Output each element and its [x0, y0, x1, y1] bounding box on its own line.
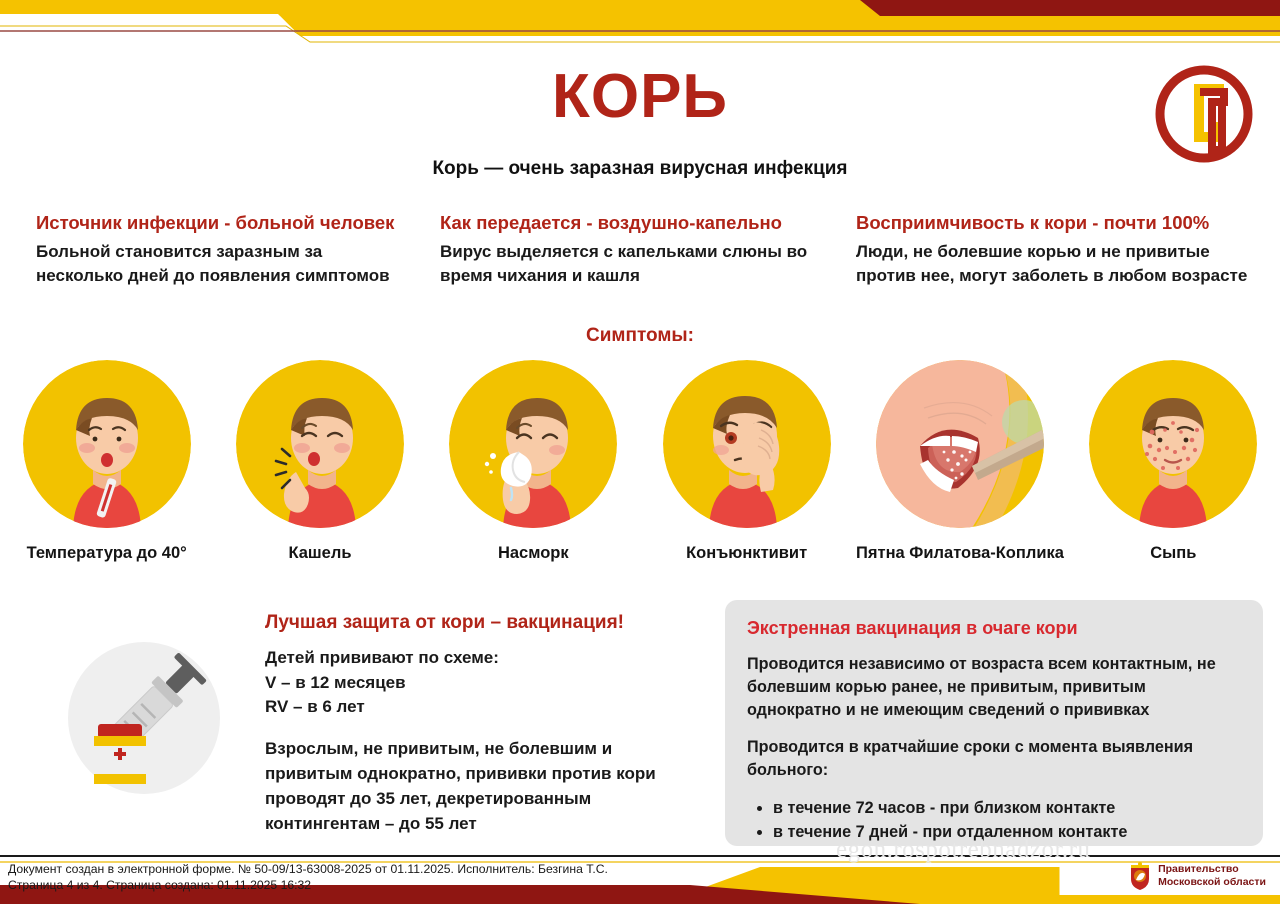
vaccination-schedule	[265, 646, 665, 720]
symptom-label-runny-nose: Насморк	[497, 544, 569, 562]
boy-with-thermometer-icon	[23, 360, 191, 528]
government-badge	[1129, 862, 1266, 890]
symptom-item-cough	[213, 360, 426, 563]
emergency-heading: Экстренная вакцинация в очаге кори	[747, 618, 1078, 638]
list-item: • в течение 72 часов - при близком контакте	[773, 796, 1243, 820]
fact-heading-source: Источник инфекции - больной человек	[36, 212, 395, 233]
fact-text-transmission: Вирус выделяется с капельками слюны во время чихания и кашля	[440, 242, 808, 286]
symptom-item-conjunctivitis	[640, 360, 853, 563]
boy-coughing-icon	[236, 360, 404, 528]
page-subtitle: Корь — очень заразная вирусная инфекция	[432, 158, 848, 179]
symptom-label-cough: Кашель	[288, 544, 352, 562]
vaccination-text-block	[265, 612, 665, 837]
emergency-paragraph-2: Проводится в кратчайшие сроки с момента выявления больного:	[747, 738, 1194, 779]
moscow-region-coat-of-arms-icon	[1129, 862, 1151, 890]
facts-row	[0, 212, 1280, 288]
symptom-item-koplik-spots	[853, 360, 1066, 563]
fact-text-source: Больной становится заразным за несколько дней до появления симптомов	[36, 242, 390, 286]
banner-white-notch	[0, 14, 300, 36]
top-banner	[0, 0, 1280, 44]
fact-heading-susceptibility: Восприимчивость к кори - почти 100%	[856, 212, 1210, 233]
boy-with-rash-icon	[1089, 360, 1257, 528]
vaccination-adults-text: Взрослым, не привитым, не болевшим и привитым однократно, прививки против кори проводят до 35 лет, декретированным контингентам – до 55 лет	[265, 738, 656, 834]
page-title: КОРЬ	[552, 62, 728, 131]
boy-rubbing-eye-icon	[663, 360, 831, 528]
symptom-item-rash	[1067, 360, 1280, 563]
government-line-1: Правительство	[1158, 863, 1239, 876]
symptom-label-fever: Температура до 40°	[26, 544, 187, 562]
symptom-item-runny-nose	[427, 360, 640, 563]
banner-dark-red-shape	[810, 0, 1280, 16]
vaccination-heading: Лучшая защита от кори – вакцинация!	[265, 612, 624, 633]
fact-card-transmission	[432, 212, 846, 288]
fact-card-susceptibility	[846, 212, 1280, 288]
symptom-label-rash: Сыпь	[1150, 544, 1197, 562]
symptom-label-koplik-spots: Пятна Филатова-Коплика	[856, 544, 1064, 562]
boy-blowing-nose-icon	[449, 360, 617, 528]
vaccination-schedule-line-2: V – в 12 месяцев	[265, 672, 406, 692]
symptom-label-conjunctivitis: Конъюнктивит	[686, 544, 808, 562]
fact-card-source	[0, 212, 432, 288]
symptoms-heading: Симптомы:	[586, 325, 694, 346]
document-info-line-1: Документ создан в электронной форме. № 50-09/13-63008-2025 от 01.11.2025. Исполнитель: Безгина Т.С.	[8, 862, 608, 876]
vaccination-schedule-line-1: Детей прививают по схеме:	[265, 648, 499, 667]
emergency-paragraph-1: Проводится независимо от возраста всем контактным, не болевшим корью ранее, не привитым, привитым однократно и не имеющим сведений о прививках	[747, 655, 1216, 719]
fact-text-susceptibility: Люди, не болевшие корью и не привитые против нее, могут заболеть в любом возрасте	[856, 242, 1248, 286]
open-mouth-spots-icon	[876, 360, 1044, 528]
emergency-vaccination-box	[725, 600, 1263, 846]
symptom-item-fever	[0, 360, 213, 563]
syringe-and-vial-icon	[58, 640, 230, 800]
fact-heading-transmission: Как передается - воздушно-капельно	[440, 212, 782, 233]
government-badge-text	[1158, 863, 1266, 889]
watermark-text: egon.rospotrebnadzor.ru	[836, 836, 1091, 863]
document-info-line-2: Страница 4 из 4. Страница создана: 01.11.2025 16:32	[8, 878, 312, 892]
list-item: • в течение 7 дней - при отдаленном контакте	[773, 820, 1243, 844]
vaccination-schedule-line-3: RV – в 6 лет	[265, 697, 365, 717]
government-line-2: Московской области	[1158, 876, 1266, 888]
symptoms-row	[0, 360, 1280, 563]
